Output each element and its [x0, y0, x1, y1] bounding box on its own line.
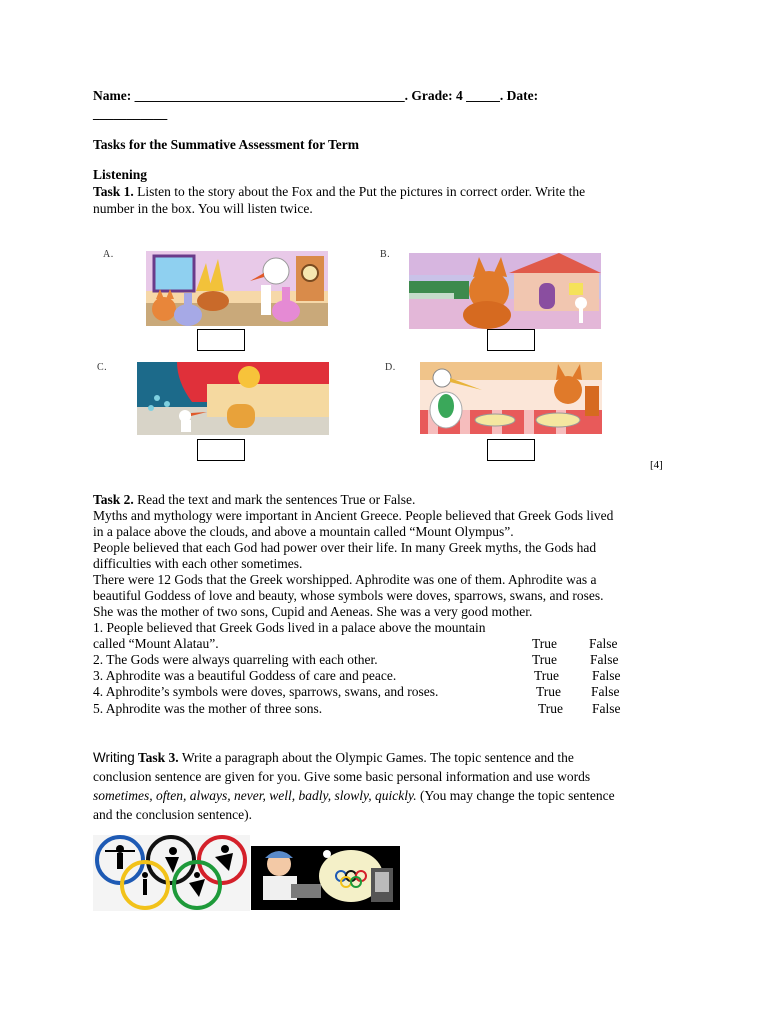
answer-box-d[interactable]: [487, 439, 535, 461]
task2-instruction-text: Read the text and mark the sentences True or False.: [133, 492, 416, 507]
task1-marks: [4]: [650, 459, 663, 471]
task2-instruction: [93, 492, 415, 508]
statement-4: 4. Aphrodite’s symbols were doves, sparrows, swans, and roses.: [93, 684, 439, 699]
olympic-rings-image: [93, 835, 250, 911]
statement-5: 5. Aphrodite was the mother of three sons.: [93, 701, 323, 716]
children-watching-olympics-image: [251, 846, 400, 910]
picture-c-stork-at-house: [137, 362, 329, 435]
statement-1-false[interactable]: False: [589, 636, 618, 651]
picture-c-label: C.: [97, 362, 108, 373]
name-grade-date-line: Name: ________________________________________. Grade: 4 _____. Date:: [93, 88, 539, 103]
task3-line-4: and the conclusion sentence).: [93, 807, 252, 822]
statement-1: 1. People believed that Greek Gods lived in a palace above the mountain: [93, 620, 486, 635]
task1-instruction-cont: number in the box. You will listen twice.: [93, 201, 313, 216]
passage-line-2: in a palace above the clouds, and above a mountain called “Mount Olympus”.: [93, 524, 514, 539]
statement-5-false[interactable]: False: [592, 701, 621, 716]
writing-label: Writing: [93, 750, 135, 765]
task3-line-3-text: (You may change the topic sentence: [416, 788, 615, 803]
passage-line-4: difficulties with each other sometimes.: [93, 556, 303, 571]
passage-line-7: She was the mother of two sons, Cupid and Aeneas. She was a very good mother.: [93, 604, 533, 619]
task3-line-3: [93, 788, 615, 804]
task1-text: Listen to the story about the Fox and the Put the pictures in correct order. Write the: [133, 184, 586, 199]
picture-d-stork-and-fox-dinner: [420, 362, 602, 434]
task3-italic-words: sometimes, often, always, never, well, badly, slowly, quickly.: [93, 788, 417, 803]
statement-3-false[interactable]: False: [592, 668, 621, 683]
page-title: Tasks for the Summative Assessment for Term: [93, 137, 360, 152]
picture-d-label: D.: [385, 362, 396, 373]
passage-line-3: People believed that each God had power over their life. In many Greek myths, the Gods had: [93, 540, 597, 555]
statement-1-cont: called “Mount Alatau”.: [93, 636, 219, 651]
statement-1-true[interactable]: True: [532, 636, 558, 651]
picture-b-fox-at-house: [409, 253, 601, 329]
picture-a-fox-and-stork-vases: [146, 251, 328, 326]
statement-2-true[interactable]: True: [532, 652, 558, 667]
passage-line-1: Myths and mythology were important in Ancient Greece. People believed that Greek Gods lived: [93, 508, 614, 523]
statement-2: 2. The Gods were always quarreling with each other.: [93, 652, 378, 667]
task2-label: Task 2.: [93, 492, 134, 507]
picture-b-label: B.: [380, 249, 391, 260]
answer-box-a[interactable]: [197, 329, 245, 351]
listening-heading: Listening: [93, 167, 148, 182]
statement-3-true[interactable]: True: [534, 668, 560, 683]
task1-instruction: [93, 184, 585, 200]
passage-line-6: beautiful Goddess of love and beauty, whose symbols were doves, sparrows, swans, and roses.: [93, 588, 604, 603]
answer-box-b[interactable]: [487, 329, 535, 351]
statement-5-true[interactable]: True: [538, 701, 564, 716]
task3-instruction: [93, 750, 574, 766]
statement-3: 3. Aphrodite was a beautiful Goddess of care and peace.: [93, 668, 397, 683]
picture-a-label: A.: [103, 249, 114, 260]
answer-box-c[interactable]: [197, 439, 245, 461]
task3-line-2: conclusion sentence are given for you. Give some basic personal information and use words: [93, 769, 591, 784]
task3-label: Task 3.: [134, 750, 179, 765]
statement-2-false[interactable]: False: [590, 652, 619, 667]
passage-line-5: There were 12 Gods that the Greek worshipped. Aphrodite was one of them. Aphrodite was a: [93, 572, 597, 587]
task1-label: Task 1.: [93, 184, 134, 199]
date-blank-line: ___________: [93, 106, 168, 121]
statement-4-true[interactable]: True: [536, 684, 562, 699]
statement-4-false[interactable]: False: [591, 684, 620, 699]
task3-text: Write a paragraph about the Olympic Games. The topic sentence and the: [178, 750, 574, 765]
